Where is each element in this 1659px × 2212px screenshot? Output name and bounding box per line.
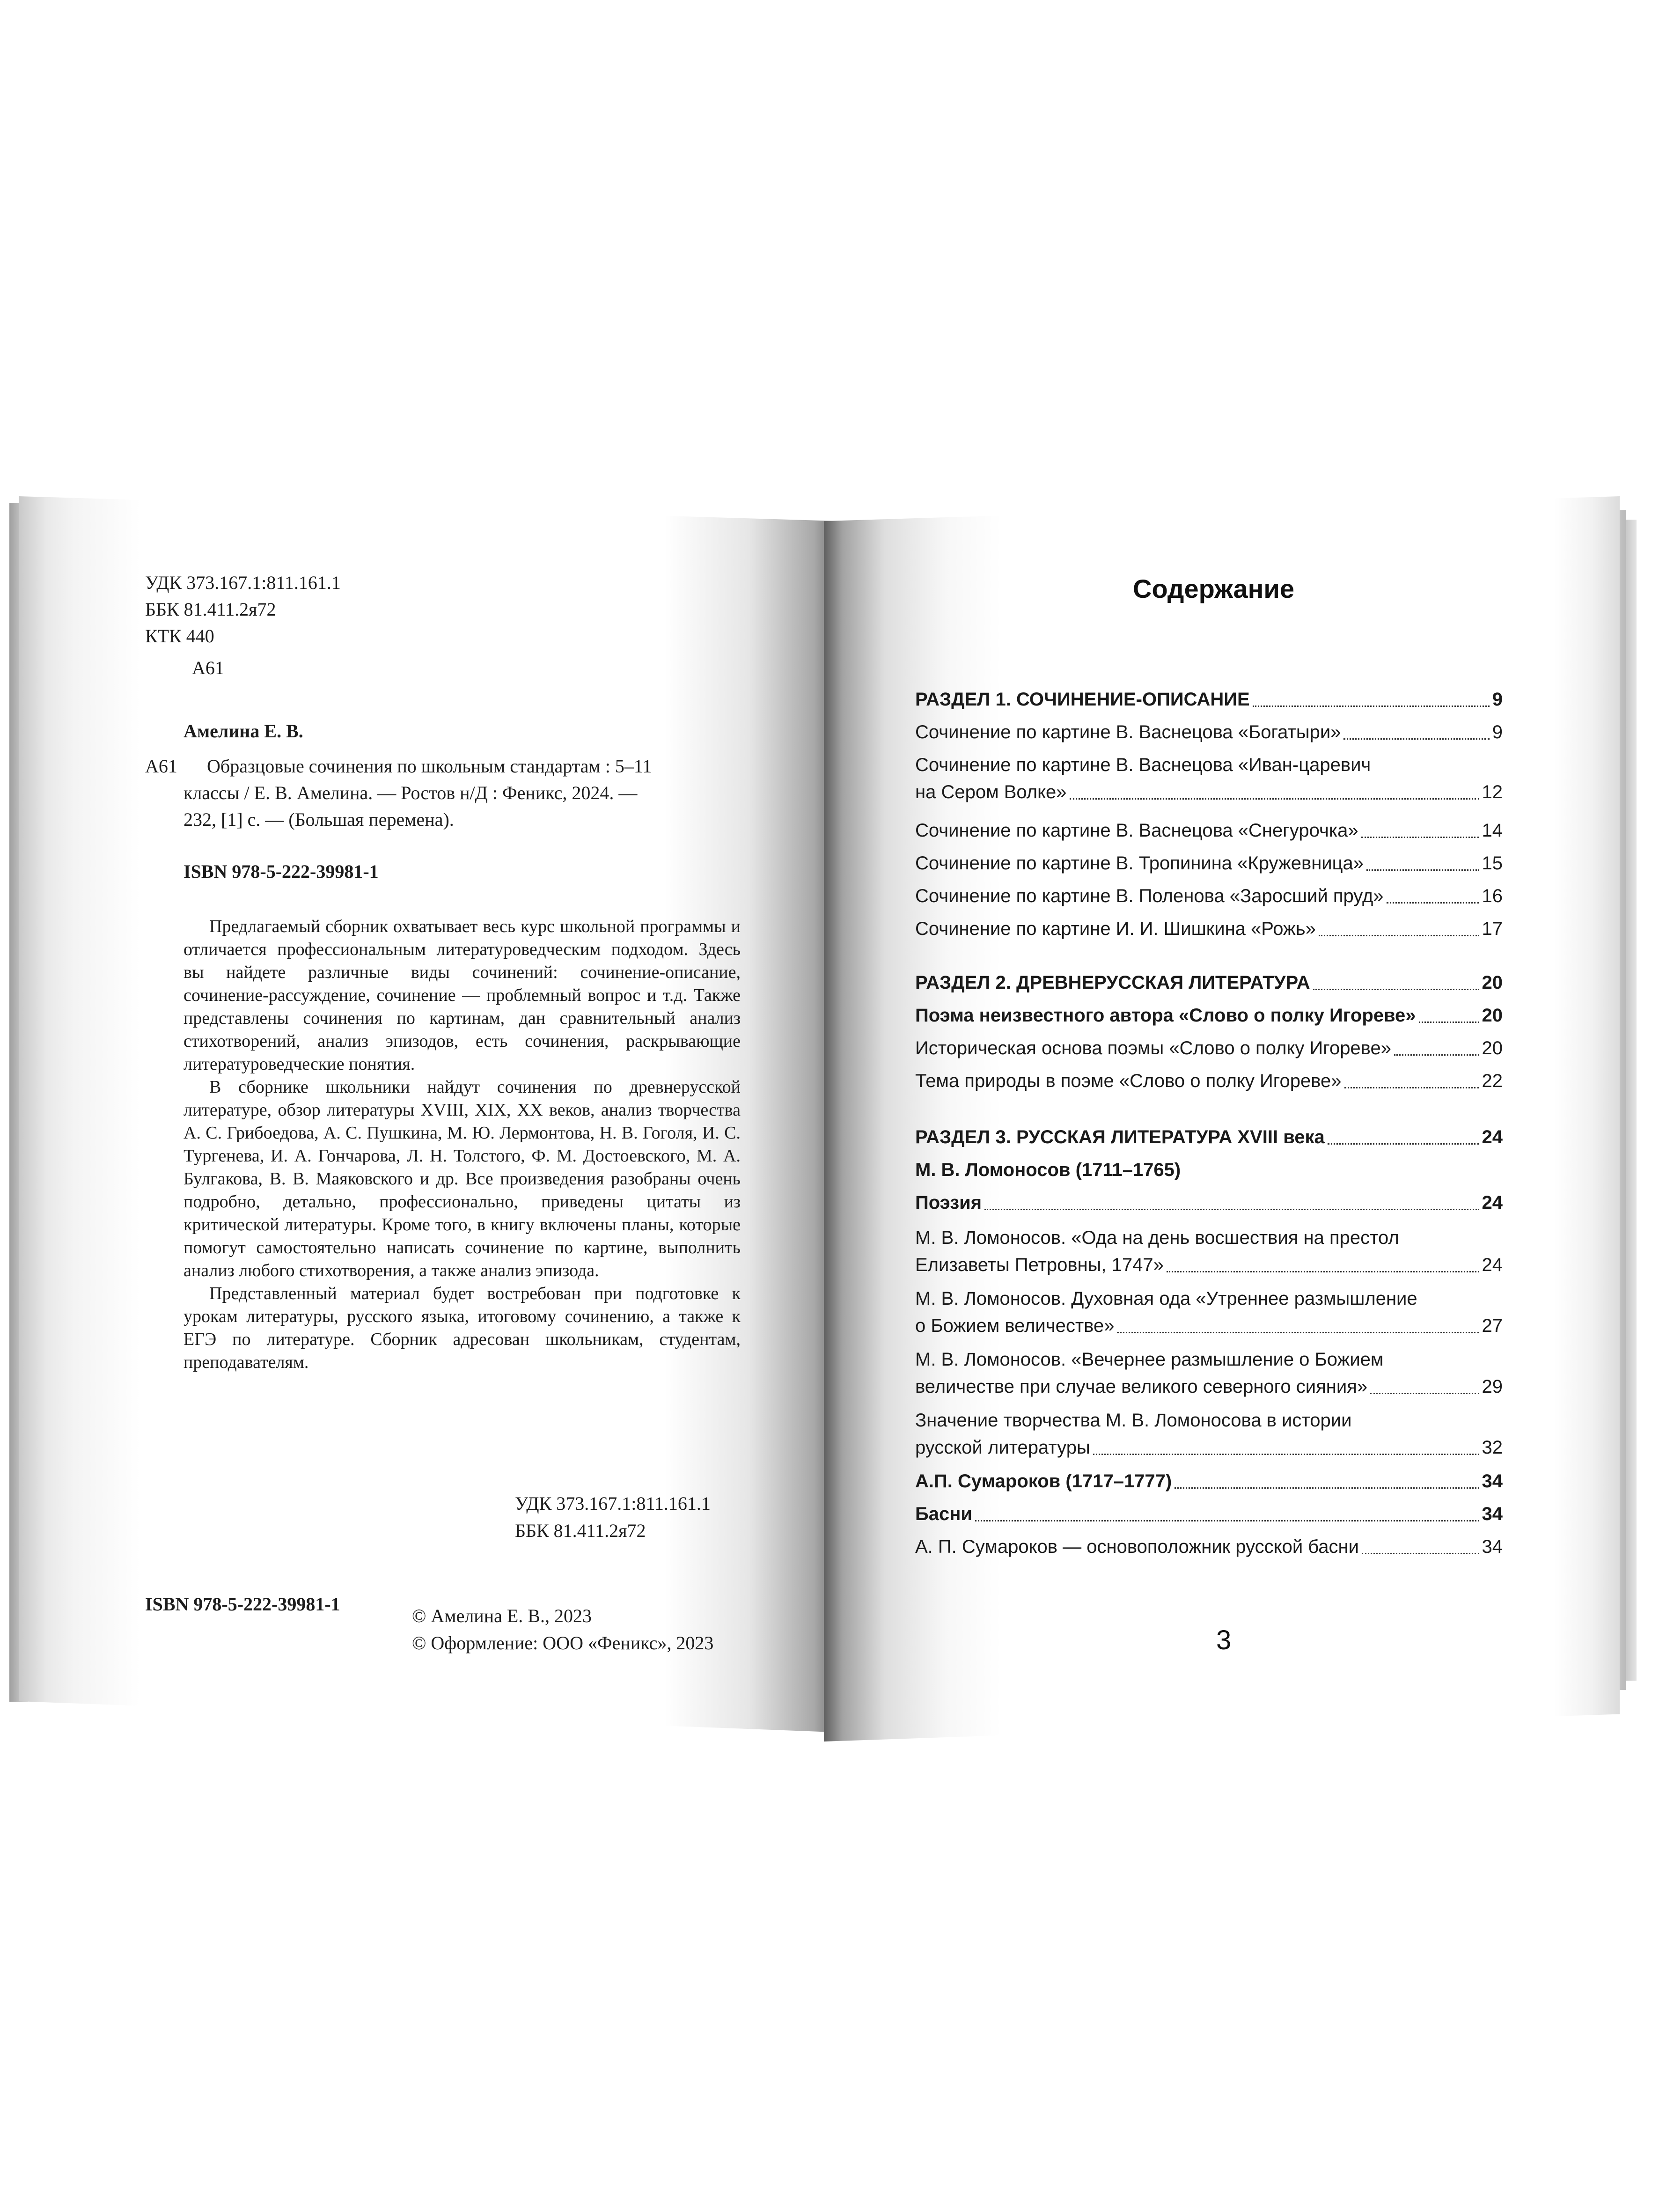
toc-entry-title: Басни bbox=[915, 1504, 972, 1524]
toc-entry bbox=[915, 1035, 1503, 1062]
toc-entry-title: Поэзия bbox=[915, 1192, 982, 1213]
toc-entry-page: 34 bbox=[1482, 1471, 1503, 1492]
toc-dot-leader bbox=[1167, 1271, 1479, 1272]
bbk-code: ББК 81.411.2я72 bbox=[145, 599, 276, 620]
toc-dot-leader bbox=[1394, 1054, 1479, 1056]
author-code: А61 bbox=[192, 657, 224, 678]
bib-line-2: классы / Е. В. Амелина. — Ростов н/Д : Феникс, 2024. — bbox=[184, 782, 638, 803]
author-name: Амелина Е. В. bbox=[184, 720, 303, 742]
toc-entry-title: на Сером Волке» bbox=[915, 782, 1067, 802]
isbn-bottom: ISBN 978-5-222-39981-1 bbox=[145, 1594, 340, 1615]
toc-entry bbox=[915, 915, 1503, 942]
toc-entry bbox=[915, 969, 1503, 996]
toc-entry bbox=[915, 1285, 1503, 1339]
toc-entry-title-line: М. В. Ломоносов. Духовная ода «Утреннее размышление bbox=[915, 1288, 1417, 1309]
toc-dot-leader bbox=[1070, 798, 1479, 800]
toc-entry-title: Сочинение по картине И. И. Шишкина «Рожь» bbox=[915, 919, 1316, 939]
toc-dot-leader bbox=[984, 1209, 1479, 1210]
toc-entry bbox=[915, 1067, 1503, 1095]
toc-entry-title: русской литературы bbox=[915, 1437, 1090, 1458]
toc-dot-leader bbox=[1362, 1553, 1479, 1554]
toc-entry-page: 20 bbox=[1482, 972, 1503, 993]
toc-entry bbox=[915, 1500, 1503, 1528]
toc-entry-title: Тема природы в поэме «Слово о полку Игореве» bbox=[915, 1071, 1342, 1091]
toc-dot-leader bbox=[1253, 705, 1490, 707]
toc-dot-leader bbox=[1343, 738, 1489, 740]
toc-entry-title: Поэма неизвестного автора «Слово о полку Игореве» bbox=[915, 1005, 1416, 1026]
toc-entry-page: 24 bbox=[1482, 1127, 1503, 1147]
copyright-design: © Оформление: ООО «Феникс», 2023 bbox=[412, 1632, 714, 1653]
udk-code: УДК 373.167.1:811.161.1 bbox=[145, 572, 341, 593]
toc-entry-title: А. П. Сумароков — основоположник русской басни bbox=[915, 1536, 1359, 1557]
toc-entry-page: 24 bbox=[1482, 1255, 1503, 1275]
annotation bbox=[184, 915, 741, 1374]
toc-dot-leader bbox=[975, 1520, 1479, 1521]
toc-entry-page: 9 bbox=[1492, 689, 1503, 710]
toc-entry-title: Сочинение по картине В. Тропинина «Кружевница» bbox=[915, 853, 1364, 874]
toc-entry-title: величестве при случае великого северного сияния» bbox=[915, 1376, 1368, 1397]
toc-dot-leader bbox=[1117, 1332, 1479, 1333]
toc-entry-title: М. В. Ломоносов (1711–1765) bbox=[915, 1160, 1181, 1180]
toc-entry-title-line: М. В. Ломоносов. «Вечернее размышление о Божием bbox=[915, 1349, 1384, 1370]
toc-entry-title: Сочинение по картине В. Поленова «Заросший пруд» bbox=[915, 886, 1384, 906]
toc-dot-leader bbox=[1366, 869, 1479, 871]
toc-entry-title: Елизаветы Петровны, 1747» bbox=[915, 1255, 1164, 1275]
toc-entry-page: 14 bbox=[1482, 820, 1503, 841]
toc-dot-leader bbox=[1370, 1393, 1479, 1394]
toc-entry bbox=[915, 751, 1503, 806]
copyright-author: © Амелина Е. В., 2023 bbox=[412, 1605, 592, 1626]
toc-entry bbox=[915, 686, 1503, 713]
toc-entry-page: 24 bbox=[1482, 1192, 1503, 1213]
toc-entry-title: Сочинение по картине В. Васнецова «Богатыри» bbox=[915, 722, 1341, 742]
toc-entry-page: 9 bbox=[1492, 722, 1503, 742]
toc-entry-title: о Божием величестве» bbox=[915, 1315, 1115, 1336]
udk-bottom: УДК 373.167.1:811.161.1 bbox=[515, 1493, 711, 1514]
toc-title: Содержание bbox=[1133, 574, 1294, 603]
toc-entry-page: 20 bbox=[1482, 1038, 1503, 1058]
toc-entry-page: 17 bbox=[1482, 919, 1503, 939]
toc-entry bbox=[915, 850, 1503, 877]
toc-entry-title-line: М. В. Ломоносов. «Ода на день восшествия на престол bbox=[915, 1227, 1399, 1248]
toc-dot-leader bbox=[1093, 1454, 1479, 1455]
toc-dot-leader bbox=[1419, 1021, 1479, 1023]
isbn-top: ISBN 978-5-222-39981-1 bbox=[184, 861, 379, 882]
toc-entry bbox=[915, 817, 1503, 844]
toc-dot-leader bbox=[1313, 989, 1479, 990]
toc-entry-title: РАЗДЕЛ 2. ДРЕВНЕРУССКАЯ ЛИТЕРАТУРА bbox=[915, 972, 1310, 993]
toc-entry-title: А.П. Сумароков (1717–1777) bbox=[915, 1471, 1172, 1492]
toc-entry bbox=[915, 1002, 1503, 1029]
toc-entry bbox=[915, 1346, 1503, 1400]
toc-entry bbox=[915, 1468, 1503, 1495]
toc-entry bbox=[915, 719, 1503, 746]
toc-dot-leader bbox=[1319, 935, 1479, 936]
toc-entry bbox=[915, 882, 1503, 910]
toc-dot-leader bbox=[1387, 902, 1479, 904]
toc-entry-page: 20 bbox=[1482, 1005, 1503, 1026]
toc-entry-page: 27 bbox=[1482, 1315, 1503, 1336]
toc-entry bbox=[915, 1124, 1503, 1151]
toc-entry bbox=[915, 1156, 1503, 1183]
toc-dot-leader bbox=[1344, 1087, 1479, 1088]
toc-entry-page: 15 bbox=[1482, 853, 1503, 874]
toc-entry-title: Сочинение по картине В. Васнецова «Снегурочка» bbox=[915, 820, 1358, 841]
toc-entry-title-line: Сочинение по картине В. Васнецова «Иван-царевич bbox=[915, 755, 1371, 775]
toc-entry bbox=[915, 1407, 1503, 1461]
toc-entry-page: 12 bbox=[1482, 782, 1503, 802]
bib-line-1: Образцовые сочинения по школьным стандартам : 5–11 bbox=[207, 756, 652, 777]
ktk-code: КТК 440 bbox=[145, 625, 214, 647]
toc-dot-leader bbox=[1361, 837, 1479, 838]
toc-entry-title: РАЗДЕЛ 1. СОЧИНЕНИЕ-ОПИСАНИЕ bbox=[915, 689, 1250, 710]
bbk-bottom: ББК 81.411.2я72 bbox=[515, 1520, 646, 1541]
toc-entry-title: Историческая основа поэмы «Слово о полку Игореве» bbox=[915, 1038, 1391, 1058]
toc-entry-page: 29 bbox=[1482, 1376, 1503, 1397]
toc-entry-title: РАЗДЕЛ 3. РУССКАЯ ЛИТЕРАТУРА XVIII века bbox=[915, 1127, 1325, 1147]
toc-dot-leader bbox=[1328, 1143, 1479, 1145]
toc-entry bbox=[915, 1224, 1503, 1279]
toc-entry bbox=[915, 1189, 1503, 1216]
toc-entry-page: 34 bbox=[1482, 1504, 1503, 1524]
toc-entry bbox=[915, 1533, 1503, 1560]
toc-entry-page: 34 bbox=[1482, 1536, 1503, 1557]
page-number: 3 bbox=[1216, 1625, 1232, 1655]
annotation-paragraph-3: Представленный материал будет востребован при подготовке к урокам литературы, русского языка, итоговому сочинению, а также к ЕГЭ по литературе. Сборник адресован школьникам, студентам, преподавателям. bbox=[184, 1284, 741, 1372]
toc-dot-leader bbox=[1175, 1487, 1479, 1489]
annotation-paragraph-1: Предлагаемый сборник охватывает весь курс школьной программы и отличается профессиональным литературоведческим подходом. Здесь вы найдете различные виды сочинений: сочинение-описание, сочинение-рассуждение, сочинение — проблемный вопрос и т.д. Также представлены сочинения по картинам, дан сравнительный анализ стихотворений, анализ эпизодов, есть сочинения, раскрывающие литературоведческие понятия. bbox=[184, 917, 741, 1074]
bib-code: А61 bbox=[145, 756, 177, 777]
toc-entry-title-line: Значение творчества М. В. Ломоносова в истории bbox=[915, 1410, 1352, 1431]
annotation-paragraph-2: В сборнике школьники найдут сочинения по древнерусской литературе, обзор литературы XVIII, XIX, XX веков, анализ творчества А. С. Грибоедова, А. С. Пушкина, М. Ю. Лермонтова, Н. В. Гоголя, И. С. Тургенева, И. А. Гончарова, Л. Н. Толстого, Ф. М. Достоевского, М. А. Булгакова, В. В. Маяковского и др. Все произведения разобраны очень подробно, детально, профессионально, приведены цитаты из критической литературы. Кроме того, в книгу включены планы, которые помогут самостоятельно написать сочинение по картине, выполнить анализ любого стихотворения, а также анализ эпизода. bbox=[184, 1077, 741, 1280]
toc-entry-page: 16 bbox=[1482, 886, 1503, 906]
bib-line-3: 232, [1] с. — (Большая перемена). bbox=[184, 809, 454, 830]
toc-entry-page: 22 bbox=[1482, 1071, 1503, 1091]
toc-entry-page: 32 bbox=[1482, 1437, 1503, 1458]
